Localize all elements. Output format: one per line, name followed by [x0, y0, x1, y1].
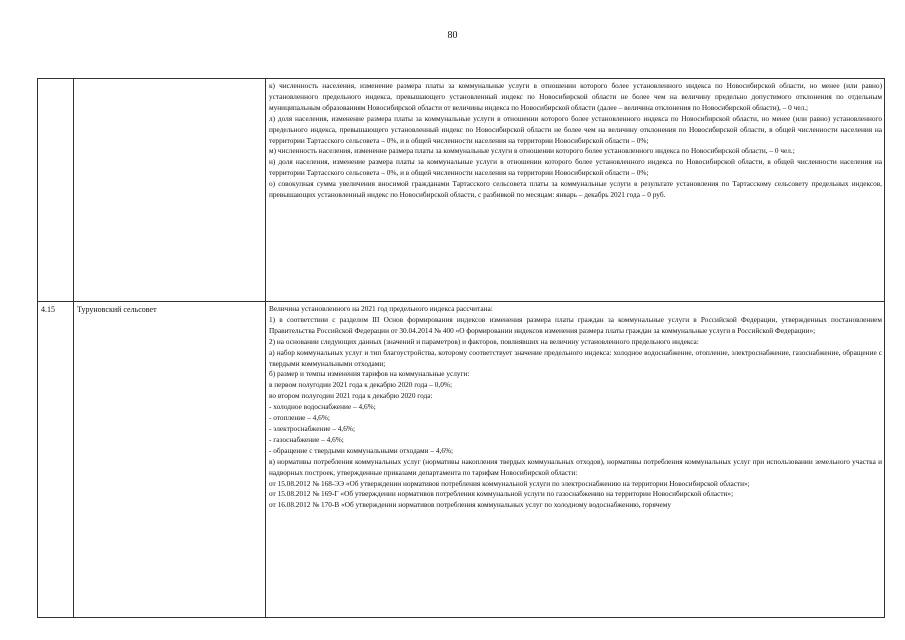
- paragraph: в первом полугодии 2021 года к декабрю 2020 года – 0,0%;: [269, 380, 452, 390]
- paragraph: - отопление – 4,6%;: [269, 413, 330, 423]
- paragraph: 2) на основании следующих данных (значений и параметров) и факторов, повлиявших на величину установленного предельного индекса:: [269, 336, 699, 346]
- table-row: [38, 79, 885, 302]
- paragraph: м) численность населения, изменение размера платы за коммунальные услуги в отношении которого более установленного индекса по Новосибирской области, – 0 чел.;: [269, 146, 795, 156]
- paragraph: - обращение с твердыми коммунальными отходами – 4,6%;: [269, 445, 454, 455]
- paragraph: - холодное водоснабжение – 4,6%;: [269, 402, 376, 412]
- paragraph: от 15.08.2012 № 169-Г «Об утверждении нормативов потребления коммунальной услуги по газоснабжению на территории Новосибирской области»;: [269, 489, 734, 499]
- row-number: 4.15: [38, 302, 74, 618]
- row-description: [266, 302, 885, 618]
- paragraph: к) численность населения, изменение размера платы за коммунальные услуги в отношении которого более установленного индекса по Новосибирской области, но менее (или равно) установленного предельного индекса, превышающего установленный индекс по Новосибирской области не более чем на величину предельно допустимого отклонения по отдельным муниципальным образованиям Новосибирской области от величины индекса по Новосибирской области (далее – величина отклонения по Новосибирской области), – 0 чел.;: [269, 81, 882, 112]
- paragraph: - газоснабжение – 4,6%;: [269, 434, 344, 444]
- municipality-name: [74, 79, 266, 302]
- paragraph: б) размер и темпы изменения тарифов на коммунальные услуги:: [269, 369, 470, 379]
- row-description: [266, 79, 885, 302]
- paragraph: н) доля населения, изменение размера платы за коммунальные услуги в отношении которого более установленного индекса по Новосибирской области, в общей численности населения на территории Тартасского сельсовета – 0%, и в общей численности населения на территории Новосибирской области – 0%;: [269, 157, 882, 178]
- content-table: [37, 78, 885, 618]
- paragraph: о) совокупная сумма увеличения вносимой гражданами Тартасского сельсовета платы за коммунальные услуги в результате установления по Тартасскому сельсовету предельных индексов, превышающих установленный индекс по Новосибирской области, с разбивкой по месяцам: январь – декабрь 2021 года – 0 руб.: [269, 179, 882, 200]
- paragraph: а) набор коммунальных услуг и тип благоустройства, которому соответствует значение предельного индекса: холодное водоснабжение, отопление, электроснабжение, газоснабжение, обращение с твердыми коммунальными отходами;: [269, 347, 882, 368]
- paragraph: - электроснабжение – 4,6%;: [269, 423, 356, 433]
- paragraph: л) доля населения, изменение размера платы за коммунальные услуги в отношении которого более установленного индекса по Новосибирской области, но менее (или равно) установленного предельного индекса, превышающего установленный индекс по Новосибирской области не более чем на величину отклонения по Новосибирской области, в общей численности населения на территории Тартасского сельсовета – 0%, и в общей численности населения на территории Новосибирской области – 0%;: [269, 113, 882, 145]
- paragraph: в) нормативы потребления коммунальных услуг (нормативы накопления твердых коммунальных отходов), нормативы потребления коммунальных услуг при использовании земельного участка и надворных построек, утвержденные приказами департамента по тарифам Новосибирской области:: [269, 456, 882, 477]
- paragraph: от 16.08.2012 № 170-В «Об утверждении нормативов потребления коммунальных услуг по холодному водоснабжению, горячему: [269, 500, 671, 510]
- table-row: [38, 302, 885, 618]
- page-number: 80: [447, 30, 458, 41]
- paragraph: во втором полугодии 2021 года к декабрю 2020 года:: [269, 391, 433, 401]
- paragraph: 1) в соответствии с разделом III Основ формирования индексов изменения размера платы граждан за коммунальные услуги в Российской Федерации, утвержденных постановлением Правительства Российской Федерации от 30.04.2014 № 400 «О формировании индексов изменения размера платы граждан за коммунальные услуги в Российской Федерации»;: [269, 314, 882, 335]
- row-number: [38, 79, 74, 302]
- municipality-name: Туруновский сельсовет: [74, 302, 266, 618]
- paragraph: Величина установленного на 2021 год предельного индекса рассчитана:: [269, 304, 493, 313]
- paragraph: от 15.08.2012 № 168-ЭЭ «Об утверждении нормативов потребления коммунальной услуги по электроснабжению на территории Новосибирской области»;: [269, 478, 750, 488]
